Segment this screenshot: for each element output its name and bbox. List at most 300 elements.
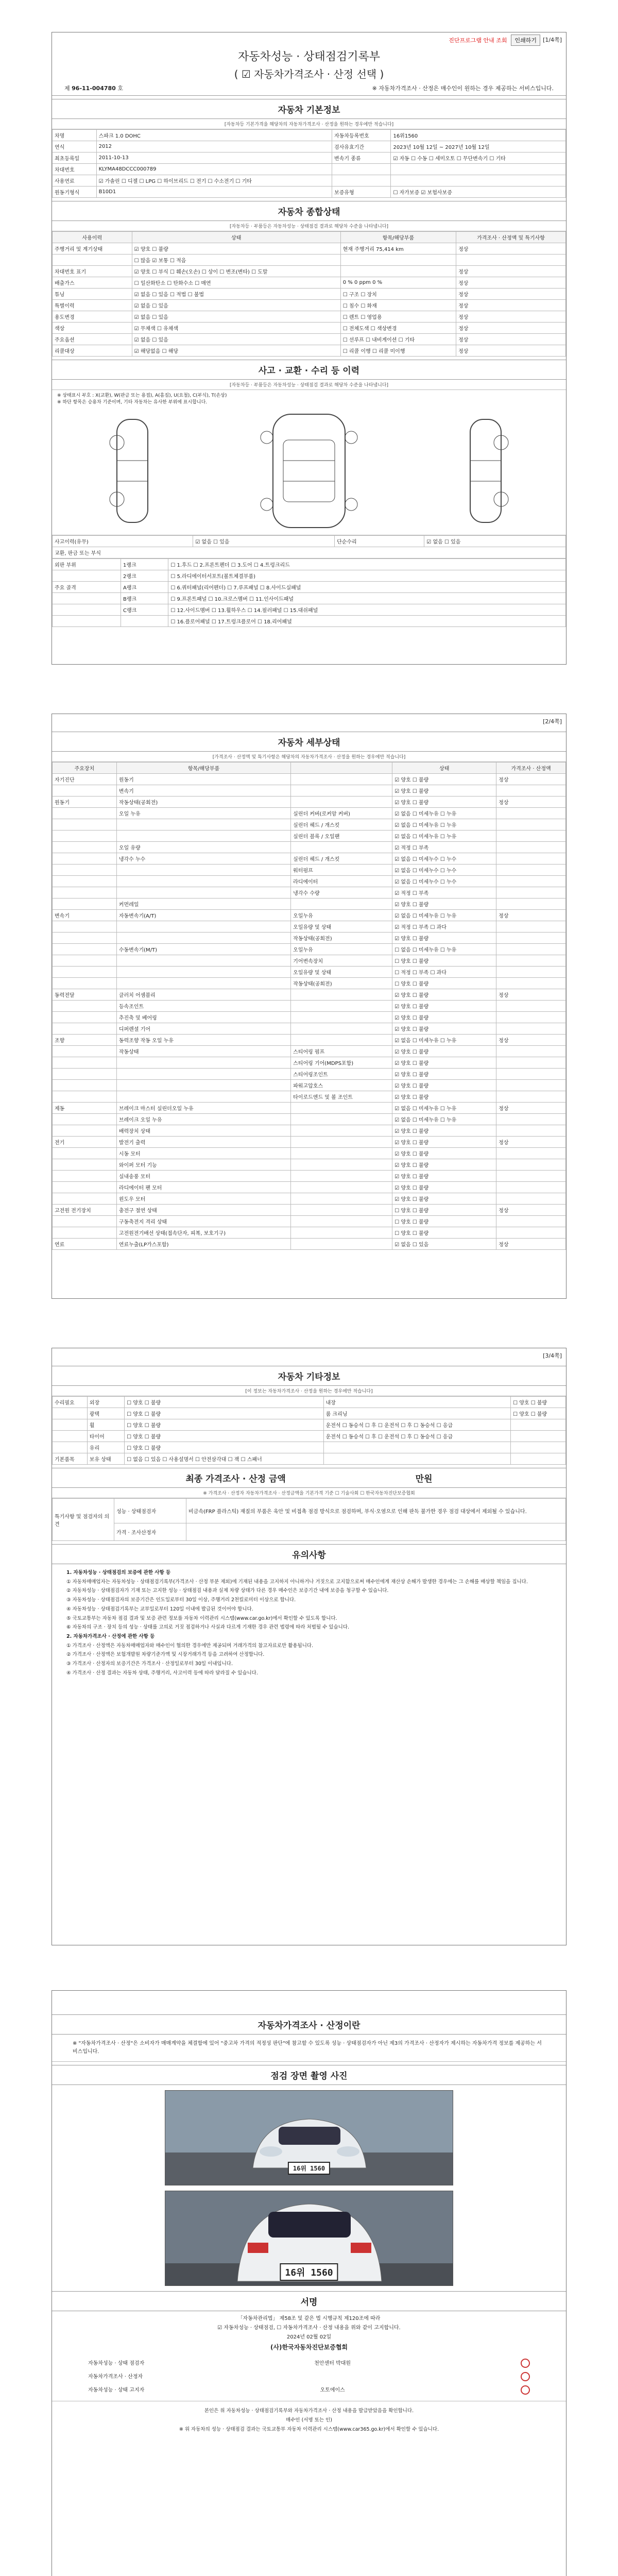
detail-row <box>53 910 566 921</box>
detail-row-cell: 고전원 전기장치 <box>53 1205 117 1216</box>
detail-row-cell: 실린더 블록 / 오일팬 <box>291 831 392 842</box>
basic-info-row <box>53 152 566 164</box>
detail-row-cell: 조향 <box>53 1035 117 1046</box>
detail-row-cell <box>53 1001 117 1012</box>
detail-row-cell <box>496 1057 566 1069</box>
detail-row-cell: ☑ 양호 ☐ 불량 <box>392 933 496 944</box>
accident-note: [자동차등 · 부품등은 자동차성능 · 상태점검 결과로 해당차 수준을 나타냅니다] <box>52 380 566 390</box>
detail-row-cell: 정상 <box>496 1239 566 1250</box>
signature-row <box>52 2357 566 2370</box>
detail-row-cell <box>53 842 117 853</box>
detail-row-cell <box>53 933 117 944</box>
caution-paragraph: ③ 자동차성능 · 상태점검자의 보증기간은 인도일로부터 30일 이상, 주행거리 2천킬로미터 이상으로 합니다. <box>66 1597 296 1603</box>
detail-row-cell <box>53 1182 117 1193</box>
status-row-cell: 튜닝 <box>53 289 132 300</box>
detail-row-cell: 작동상태(공회전) <box>116 796 290 808</box>
other-info-row-cell <box>323 1442 511 1453</box>
detail-row-cell: 변속기 <box>116 785 290 796</box>
detail-row <box>53 899 566 910</box>
other-info-row-cell <box>511 1453 566 1465</box>
detail-row-cell: 기어변속장치 <box>291 955 392 967</box>
document-title: 자동차성능 · 상태점검기록부 <box>237 50 380 63</box>
page-number: [1/4쪽] <box>543 37 562 43</box>
basic-info-row-cell: KLYMA48DCCC000789 <box>96 164 332 175</box>
detail-table <box>52 762 566 1250</box>
detail-header <box>291 762 392 774</box>
detail-row-cell: ☑ 양호 ☐ 불량 <box>392 1012 496 1023</box>
detail-header: 상태 <box>392 762 496 774</box>
document-subtitle: ( ☑ 자동차가격조사 · 산정 선택 ) <box>234 68 384 80</box>
detail-row-cell <box>53 1069 117 1080</box>
detail-row-cell <box>53 1193 117 1205</box>
status-row <box>53 243 566 255</box>
detail-row-cell <box>291 1023 392 1035</box>
detail-row-cell: ☐ 양호 ☐ 불량 <box>392 955 496 967</box>
detail-row-cell <box>291 1171 392 1182</box>
detail-row-cell <box>291 774 392 785</box>
detail-row-cell <box>496 1080 566 1091</box>
detail-row-cell: 냉각수 누수 <box>116 853 290 865</box>
other-info-row-cell: 휠 <box>87 1419 124 1431</box>
caution-paragraph: ④ 자동차성능 · 상태점검기록부는 교부일로부터 120일 이내에 발급된 것이어야 합니다. <box>66 1606 253 1612</box>
detail-row-cell <box>53 876 117 887</box>
frame-row-cell: C랭크 <box>121 604 168 616</box>
seal-stamp-icon <box>521 2372 530 2381</box>
frame-row-cell: ☐ 1.후드 ☐ 2.프론트펜더 ☐ 3.도어 ☐ 4.트렁크리드 <box>168 559 566 570</box>
caution-paragraph: ④ 가격조사 · 산정 결과는 자동차 상태, 주행거리, 사고이력 등에 따라 달라질 수 있습니다. <box>66 1670 258 1676</box>
detail-row-cell: ☑ 없음 ☐ 미세누유 ☐ 누유 <box>392 808 496 819</box>
frame-row-cell <box>53 593 121 604</box>
signature-role: 자동차가격조사 · 산정자 <box>88 2374 143 2380</box>
other-info-row-cell: 운전석 ☐ 동승석 ☐ 후 ☐ 운전석 ☐ 후 ☐ 동승석 ☐ 응급 <box>323 1419 511 1431</box>
seal-stamp-icon <box>521 2359 530 2368</box>
status-row-cell: 정상 <box>456 345 566 357</box>
basic-info-row-cell: 연식 <box>53 141 97 152</box>
other-info-row-cell: ☐ 양호 ☐ 불량 <box>125 1442 323 1453</box>
detail-row-cell <box>291 1001 392 1012</box>
detail-row-cell <box>496 842 566 853</box>
detail-row-cell: 라디에이터 <box>291 876 392 887</box>
page-1 <box>52 32 566 665</box>
caution-list <box>52 1564 566 1684</box>
status-row-cell: ☑ 해당없음 ☐ 해당 <box>132 345 340 357</box>
detail-row <box>53 1069 566 1080</box>
frame-row-cell: ☐ 6.쿼터패널(리어펜더) ☐ 7.루프패널 ☐ 8.사이드실패널 <box>168 582 566 593</box>
document-number-line <box>52 81 566 96</box>
special-sub-inspector: 성능 · 상태점검자 <box>114 1499 186 1523</box>
detail-row-cell <box>291 899 392 910</box>
detail-row <box>53 1001 566 1012</box>
other-info-row-cell <box>53 1408 88 1419</box>
status-header: 사용이력 <box>53 232 132 243</box>
print-button[interactable]: 인쇄하기 <box>511 35 540 46</box>
other-info-row-cell: 룸 크리닝 <box>323 1408 511 1419</box>
detail-row-cell: 추진축 및 베어링 <box>116 1012 290 1023</box>
final-price-title: 최종 가격조사 · 산정 금액 만원 <box>52 1468 566 1488</box>
basic-info-row-cell <box>332 175 391 187</box>
signature-date: 2024년 02월 02일 <box>286 2334 332 2340</box>
detail-row-cell <box>291 1239 392 1250</box>
detail-row <box>53 774 566 785</box>
detail-row-cell: ☑ 없음 ☐ 미세누유 ☐ 누유 <box>392 831 496 842</box>
other-info-row-cell: 내장 <box>323 1397 511 1408</box>
other-info-table <box>52 1396 566 1465</box>
detail-row-cell: 오일 누유 <box>116 808 290 819</box>
caution-paragraph: ⑥ 자동차의 구조 · 장치 등의 성능 · 상태를 고의로 거짓 점검하거나 사실과 다르게 기재한 경우 관련 법령에 따라 처벌될 수 있습니다. <box>66 1624 350 1631</box>
detail-row-cell: 구동축전지 격리 상태 <box>116 1216 290 1227</box>
detail-row <box>53 1239 566 1250</box>
status-row-cell: 정상 <box>456 243 566 255</box>
frame-row-cell <box>53 604 121 616</box>
status-row-cell: 0 % 0 ppm 0 % <box>340 277 456 289</box>
detail-row <box>53 1216 566 1227</box>
detail-row-cell: 작동상태(공회전) <box>291 933 392 944</box>
page-number: [3/4쪽] <box>543 1352 562 1359</box>
detail-row <box>53 933 566 944</box>
detail-row <box>53 796 566 808</box>
detail-row-cell <box>496 819 566 831</box>
basic-info-row-cell: 사용연료 <box>53 175 97 187</box>
detail-row-cell: 타이로드엔드 및 볼 조인트 <box>291 1091 392 1103</box>
detail-row-cell: 정상 <box>496 1137 566 1148</box>
detail-row-cell <box>496 808 566 819</box>
detail-row-cell: 시동 모터 <box>116 1148 290 1159</box>
detail-row-cell <box>291 1182 392 1193</box>
caution-paragraph: ① 가격조사 · 산정액은 자동차매매업자와 매수인이 협의한 경우에만 제공되며 거래가격의 참고자료로만 활용됩니다. <box>66 1642 314 1649</box>
detail-row-cell <box>53 1227 117 1239</box>
signature-row <box>52 2383 566 2397</box>
car-diagram <box>52 406 566 535</box>
detail-row-cell <box>496 1227 566 1239</box>
basic-info-row <box>53 175 566 187</box>
detail-row-cell <box>496 1114 566 1125</box>
frame-row-cell <box>121 616 168 627</box>
status-row-cell: 정상 <box>456 277 566 289</box>
page-2 <box>52 714 566 1299</box>
detail-row-cell: ☑ 양호 ☐ 불량 <box>392 989 496 1001</box>
basic-info-row-cell: 차대번호 <box>53 164 97 175</box>
detail-row-cell <box>496 785 566 796</box>
document-number: 제 96-11-004780 호 <box>64 85 123 92</box>
frame-row-cell: 외판 부위 <box>53 559 121 570</box>
other-info-row-cell <box>323 1453 511 1465</box>
basic-info-row-cell: ☐ 자가보증 ☑ 보험사보증 <box>391 187 566 198</box>
detail-row-cell: ☑ 없음 ☐ 미세누유 ☐ 누유 <box>392 1035 496 1046</box>
detail-row-cell <box>496 978 566 989</box>
other-info-row <box>53 1397 566 1408</box>
detail-row-cell: 오일유량 및 상태 <box>291 921 392 933</box>
detail-row-cell: ☑ 없음 ☐ 미세누유 ☐ 누유 <box>392 1103 496 1114</box>
detail-row <box>53 865 566 876</box>
basic-info-row-cell: 16위1560 <box>391 130 566 141</box>
basic-info-row-cell: 2023년 10월 12일 ~ 2027년 10월 12일 <box>391 141 566 152</box>
detail-row <box>53 1114 566 1125</box>
other-info-row-cell: ☐ 양호 ☐ 불량 <box>125 1408 323 1419</box>
detail-row <box>53 967 566 978</box>
detail-row-cell <box>291 796 392 808</box>
signature-person: 천안센터 박대원 <box>314 2360 351 2366</box>
car-side-right-icon <box>434 414 537 528</box>
other-info-row <box>53 1453 566 1465</box>
detail-row-cell: 발전기 출력 <box>116 1137 290 1148</box>
caution-paragraph: 1. 자동차성능 · 상태점검의 보증에 관한 사항 등 <box>66 1570 171 1575</box>
detail-row-cell <box>116 1080 290 1091</box>
accident-q3: 교환, 판금 또는 부식 <box>53 547 566 558</box>
detail-row-cell <box>496 1069 566 1080</box>
detail-row <box>53 1182 566 1193</box>
frame-row <box>53 570 566 582</box>
detail-row-cell <box>116 933 290 944</box>
detail-row-cell <box>496 1171 566 1182</box>
status-row-cell: ☑ 없음 ☐ 있음 <box>132 334 340 345</box>
detail-row-cell: 정상 <box>496 1205 566 1216</box>
basic-info-row-cell: 원동기형식 <box>53 187 97 198</box>
page-toolbar <box>449 35 540 46</box>
detail-row <box>53 989 566 1001</box>
status-row-cell: 정상 <box>456 334 566 345</box>
detail-row-cell <box>53 1159 117 1171</box>
caution-title: 유의사항 <box>52 1544 566 1564</box>
status-row-cell: ☑ 없음 ☐ 있음 ☐ 적법 ☐ 불법 <box>132 289 340 300</box>
signature-person: 오토에이스 <box>320 2387 345 2393</box>
detail-row-cell <box>116 978 290 989</box>
other-info-row-cell: ☐ 양호 ☐ 불량 <box>125 1419 323 1431</box>
status-row <box>53 255 566 266</box>
signature-row <box>52 2370 566 2383</box>
detail-row-cell: 동력조향 작동 오일 누유 <box>116 1035 290 1046</box>
other-info-row <box>53 1408 566 1419</box>
status-row-cell: 정상 <box>456 266 566 277</box>
detail-row-cell <box>116 831 290 842</box>
detail-row-cell: 파워고압호스 <box>291 1080 392 1091</box>
detail-row-cell: ☐ 양호 ☐ 불량 <box>392 1205 496 1216</box>
detail-row-cell <box>291 1159 392 1171</box>
basic-info-row-cell: B10D1 <box>96 187 332 198</box>
detail-row-cell: 원동기 <box>53 796 117 808</box>
detail-row <box>53 808 566 819</box>
detail-row-cell <box>116 819 290 831</box>
status-row-cell: ☐ 구조 ☐ 장치 <box>340 289 456 300</box>
detail-row-cell: 연료누출(LP가스포함) <box>116 1239 290 1250</box>
detail-row-cell <box>116 865 290 876</box>
detail-row-cell: ☑ 양호 ☐ 불량 <box>392 1057 496 1069</box>
detail-row-cell <box>116 887 290 899</box>
detail-row-cell: ☐ 양호 ☐ 불량 <box>392 978 496 989</box>
other-info-row <box>53 1419 566 1431</box>
status-row-cell <box>340 266 456 277</box>
detail-row-cell: ☑ 양호 ☐ 불량 <box>392 1171 496 1182</box>
caution-paragraph: 2. 자동차가격조사 · 산정에 관한 사항 등 <box>66 1634 155 1640</box>
detail-row-cell <box>291 1205 392 1216</box>
frame-row <box>53 593 566 604</box>
caution-paragraph: ① 자동차매매업자는 자동차성능 · 상태점검기록부(가격조사 · 산정 부분 제외)에 기재된 내용을 고지하지 아니하거나 거짓으로 고지함으로써 매수인에게 재산상 손해가 발생한 경우에는 그 손해를 배상할 책임을 집니다. <box>66 1579 528 1585</box>
appraisal-box-text: ※ "자동차가격조사 · 산정"은 소비자가 매매계약을 체결함에 있어 "중고차 가격의 적정성 판단"에 참고할 수 있도록 성능 · 상태점검자가 아닌 제3의 가격조사 · 산정자가 제시하는 자동차가격 정보를 제공하는 서비스입니다. <box>52 2035 566 2062</box>
signature-role: 자동차성능 · 상태 고지자 <box>88 2387 145 2393</box>
signature-role: 자동차성능 · 상태 점검자 <box>88 2360 145 2366</box>
status-row-cell: ☑ 양호 ☐ 부식 ☐ 훼손(오손) ☐ 상이 ☐ 변조(변타) ☐ 도말 <box>132 266 340 277</box>
detail-row-cell: ☑ 양호 ☐ 불량 <box>392 785 496 796</box>
detail-row-cell <box>53 819 117 831</box>
signature-footer: 본인은 위 자동차성능 · 상태점검기록부와 자동차가격조사 · 산정 내용을 발급받았음을 확인합니다. 매수인 (서명 또는 인) ※ 위 자동차의 성능 · 상태점검 결과는 국토교통부 자동차 이력관리 시스템(www.car365.go.kr)에서 확인할 수 있습니다. <box>52 2401 566 2439</box>
detail-row-cell <box>116 1057 290 1069</box>
detail-row-cell <box>291 1125 392 1137</box>
detail-row-cell <box>116 921 290 933</box>
caution-paragraph: ③ 가격조사 · 산정자의 보증기간은 가격조사 · 산정일로부터 30일 이내입니다. <box>66 1661 233 1667</box>
detail-row-cell <box>291 785 392 796</box>
status-row-cell: ☑ 없음 ☐ 있음 <box>132 300 340 311</box>
detail-row-cell: ☐ 양호 ☐ 불량 <box>392 1216 496 1227</box>
status-row-cell: ☐ 전체도색 ☐ 색상변경 <box>340 323 456 334</box>
detail-row-cell: ☑ 적정 ☐ 부족 <box>392 887 496 899</box>
detail-row-cell <box>496 1216 566 1227</box>
accident-q2: 단순수리 <box>335 536 424 547</box>
frame-row-cell: ☐ 5.라디에이터서포트(볼트체결부품) <box>168 570 566 582</box>
detail-row <box>53 978 566 989</box>
special-appraiser-empty <box>186 1523 566 1541</box>
page-3 <box>52 1348 566 1945</box>
detail-row <box>53 1193 566 1205</box>
detail-row-cell: ☑ 양호 ☐ 불량 <box>392 774 496 785</box>
detail-row <box>53 1035 566 1046</box>
detail-row-cell: ☑ 없음 ☐ 미세누수 ☐ 누수 <box>392 865 496 876</box>
status-row-cell: 정상 <box>456 323 566 334</box>
detail-row-cell: ☑ 양호 ☐ 불량 <box>392 1148 496 1159</box>
detail-row-cell: 전기 <box>53 1137 117 1148</box>
other-info-row-cell: 운전석 ☐ 동승석 ☐ 후 ☐ 운전석 ☐ 후 ☐ 동승석 ☐ 응급 <box>323 1431 511 1442</box>
detail-row-cell: ☑ 양호 ☐ 불량 <box>392 1023 496 1035</box>
status-row <box>53 266 566 277</box>
other-info-row-cell <box>511 1431 566 1442</box>
detail-row-cell: 디퍼렌셜 기어 <box>116 1023 290 1035</box>
detail-row-cell: 오일유량 및 상태 <box>291 967 392 978</box>
basic-info-row-cell: 스파크 1.0 DOHC <box>96 130 332 141</box>
detail-row-cell <box>53 978 117 989</box>
other-info-row-cell: ☐ 양호 ☐ 불량 <box>125 1397 323 1408</box>
detail-row-cell: ☑ 양호 ☐ 불량 <box>392 796 496 808</box>
detail-row-cell: 실린더 헤드 / 개스킷 <box>291 819 392 831</box>
detail-row-cell <box>53 831 117 842</box>
status-row-cell: ☐ 침수 ☐ 화재 <box>340 300 456 311</box>
status-row-cell: ☐ 렌트 ☐ 영업용 <box>340 311 456 323</box>
basic-info-row-cell: 2012 <box>96 141 332 152</box>
detail-row-cell <box>53 1023 117 1035</box>
status-row <box>53 334 566 345</box>
frame-row-cell: ☐ 12.사이드멤버 ☐ 13.휠하우스 ☐ 14.필러패널 ☐ 15.대쉬패널 <box>168 604 566 616</box>
detail-row-cell <box>53 944 117 955</box>
detail-row-cell: 정상 <box>496 796 566 808</box>
detail-row-cell: 연료 <box>53 1239 117 1250</box>
special-sub-appraiser: 가격 · 조사산정자 <box>114 1523 186 1541</box>
detail-row <box>53 944 566 955</box>
inspection-photo-rear <box>165 2191 453 2286</box>
detail-title: 자동차 세부상태 <box>52 732 566 752</box>
detail-row <box>53 1023 566 1035</box>
detail-header: 항목/해당부품 <box>116 762 290 774</box>
detail-row-cell <box>496 933 566 944</box>
detail-row-cell <box>53 1171 117 1182</box>
detail-row-cell: 원동기 <box>116 774 290 785</box>
detail-row-cell: 작동상태 <box>116 1046 290 1057</box>
status-note: [자동차등 · 부품등은 자동차성능 · 상태점검 결과로 해당차 수준을 나타냅니다] <box>52 221 566 231</box>
detail-row <box>53 819 566 831</box>
detail-row-cell: 워터펌프 <box>291 865 392 876</box>
detail-row-cell: ☑ 없음 ☐ 미세누유 ☐ 누유 <box>392 819 496 831</box>
status-row-cell: 주행거리 및 계기상태 <box>53 243 132 255</box>
detail-row-cell: ☑ 없음 ☐ 있음 <box>392 1239 496 1250</box>
frame-row-cell <box>53 616 121 627</box>
frame-row <box>53 604 566 616</box>
detail-row-cell <box>496 967 566 978</box>
detail-row-cell <box>53 1080 117 1091</box>
signature-org: (사)한국자동차진단보증협회 <box>270 2344 348 2351</box>
special-label: 특기사항 및 점검자의 의견 <box>53 1499 114 1541</box>
detail-row-cell <box>496 876 566 887</box>
detail-row-cell: ☐ 양호 ☐ 불량 <box>392 1227 496 1239</box>
basic-info-row-cell: 차명 <box>53 130 97 141</box>
detail-row-cell: 수동변속기(M/T) <box>116 944 290 955</box>
detail-row <box>53 1103 566 1114</box>
signature-statement: 「자동차관리법」 제58조 및 같은 법 시행규칙 제120조에 따라 ☑ 자동차성능 · 상태점검, ☐ 자동차가격조사 · 산정 내용을 위와 같이 고지합니다. 2024년 02월 02일 (사)한국자동차진단보증협회 <box>52 2311 566 2353</box>
other-info-row-cell: 유리 <box>87 1442 124 1453</box>
status-row-cell: ☐ 일산화탄소 ☐ 탄화수소 ☐ 매연 <box>132 277 340 289</box>
detail-row-cell <box>496 1193 566 1205</box>
other-info-row-cell <box>511 1419 566 1431</box>
diagnosis-program-link[interactable]: 진단프로그램 안내 조회 <box>449 37 507 44</box>
detail-row-cell <box>53 887 117 899</box>
detail-row-cell: ☑ 양호 ☐ 불량 <box>392 1091 496 1103</box>
status-row-cell <box>456 255 566 266</box>
other-info-row-cell: ☐ 양호 ☐ 불량 <box>511 1397 566 1408</box>
photo-title: 점검 장면 촬영 사진 <box>52 2065 566 2085</box>
detail-row <box>53 1057 566 1069</box>
detail-row-cell: 윈도우 모터 <box>116 1193 290 1205</box>
detail-row-cell: ☑ 없음 ☐ 미세누유 ☐ 누유 <box>392 910 496 921</box>
detail-row-cell: 정상 <box>496 774 566 785</box>
detail-row-cell <box>291 989 392 1001</box>
detail-row-cell: 클러치 어셈블리 <box>116 989 290 1001</box>
signature-title: 서명 <box>52 2291 566 2311</box>
detail-row-cell <box>496 955 566 967</box>
detail-row <box>53 876 566 887</box>
detail-row <box>53 887 566 899</box>
detail-row-cell <box>496 1023 566 1035</box>
status-row-cell: ☑ 양호 ☐ 불량 <box>132 243 340 255</box>
other-info-row-cell: 기본품목 <box>53 1453 88 1465</box>
detail-row-cell <box>53 785 117 796</box>
caution-paragraph: ⑤ 국토교통부는 자동차 점검 결과 및 보증 관련 정보를 자동차 이력관리 시스템(www.car.go.kr)에서 확인할 수 있도록 합니다. <box>66 1615 337 1621</box>
status-row-cell: 현재 주행거리 75,414 km <box>340 243 456 255</box>
accident-legend: ※ 상태표시 부호 : X(교환), W(판금 또는 용접), A(흠집), U(요철), C(부식), T(손상) ※ 하단 항목은 승용차 기준이며, 기타 자동차는 유사한 부위에 표시합니다. <box>57 393 227 405</box>
status-row <box>53 289 566 300</box>
detail-row-cell: 정상 <box>496 1035 566 1046</box>
special-notes-table <box>52 1498 566 1541</box>
other-info-row-cell: 타이어 <box>87 1431 124 1442</box>
detail-row-cell <box>53 853 117 865</box>
status-row-cell: 정상 <box>456 311 566 323</box>
special-text: 비금속(FRP 플라스틱) 재질의 부품은 육안 및 비접촉 점검 방식으로 점검하며, 부식·오염으로 인해 판독 불가한 경우 점검 대상에서 제외될 수 있습니다. <box>186 1499 566 1523</box>
basic-info-row-cell: 2011-10-13 <box>96 152 332 164</box>
detail-row-cell <box>291 1114 392 1125</box>
detail-row-cell <box>116 955 290 967</box>
detail-row-cell <box>53 865 117 876</box>
basic-info-row-cell: 최초등록일 <box>53 152 97 164</box>
status-row <box>53 311 566 323</box>
frame-row-cell: 주요 골격 <box>53 582 121 593</box>
status-row-cell: ☐ 선루프 ☐ 내비게이션 ☐ 기타 <box>340 334 456 345</box>
detail-row-cell <box>53 921 117 933</box>
detail-row <box>53 1080 566 1091</box>
basic-info-table <box>52 129 566 198</box>
